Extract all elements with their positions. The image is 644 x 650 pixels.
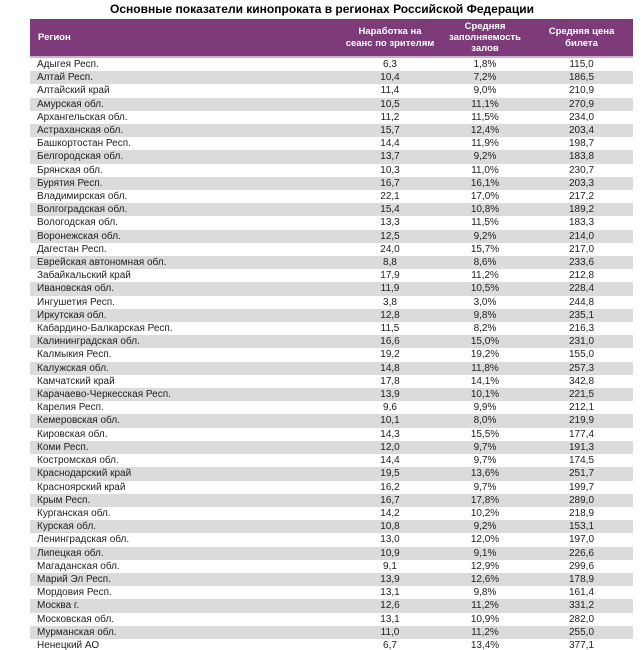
region-cell: Брянская обл. — [37, 164, 103, 176]
table-row — [30, 243, 633, 256]
region-cell: Ненецкий АО — [37, 639, 100, 650]
table-body — [30, 57, 633, 650]
price-cell: 226,6 — [568, 547, 595, 559]
region-cell: Калмыкия Респ. — [37, 349, 112, 361]
sessions-cell: 16,2 — [380, 481, 400, 493]
sessions-cell: 13,0 — [380, 534, 400, 546]
occupancy-cell: 9,2% — [473, 151, 497, 163]
price-cell: 191,3 — [568, 441, 595, 453]
column-header-avg-ticket-price: Средняя цена билета — [530, 19, 633, 57]
occupancy-cell: 8,2% — [473, 323, 497, 335]
price-cell: 217,2 — [568, 191, 595, 203]
region-cell: Красноярский край — [37, 481, 126, 493]
price-cell: 289,0 — [568, 494, 595, 506]
region-cell: Калининградская обл. — [37, 336, 140, 348]
price-cell: 255,0 — [568, 626, 595, 638]
price-cell: 203,3 — [568, 177, 595, 189]
sessions-cell: 17,8 — [380, 375, 400, 387]
price-cell: 251,7 — [568, 468, 595, 480]
occupancy-cell: 11,8% — [471, 362, 499, 374]
occupancy-cell: 10,1% — [470, 389, 500, 401]
region-cell: Кемеровская обл. — [37, 415, 120, 427]
region-cell: Еврейская автономная обл. — [37, 257, 167, 269]
price-cell: 228,4 — [568, 283, 595, 295]
occupancy-cell: 16,1% — [470, 177, 500, 189]
table-row — [30, 137, 633, 150]
region-cell: Калужская обл. — [37, 362, 109, 374]
table-row — [30, 375, 633, 388]
price-cell: 214,0 — [568, 230, 595, 242]
occupancy-cell: 14,1% — [470, 375, 500, 387]
price-cell: 178,9 — [568, 573, 595, 585]
sessions-cell: 14,3 — [380, 428, 400, 440]
region-cell: Ингушетия Респ. — [37, 296, 115, 308]
table-row — [30, 190, 633, 203]
occupancy-cell: 9,7% — [473, 455, 497, 467]
table-row — [30, 309, 633, 322]
region-cell: Амурская обл. — [37, 98, 104, 110]
occupancy-cell: 7,2% — [473, 72, 497, 84]
occupancy-cell: 9,2% — [473, 521, 497, 533]
price-cell: 199,7 — [568, 481, 595, 493]
sessions-cell: 11,9 — [380, 283, 400, 295]
sessions-cell: 22,1 — [380, 191, 400, 203]
occupancy-cell: 8,6% — [473, 257, 497, 269]
occupancy-cell: 12,4% — [470, 125, 500, 137]
region-cell: Крым Респ. — [37, 494, 91, 506]
occupancy-cell: 3,0% — [473, 296, 497, 308]
table-row — [30, 494, 633, 507]
sessions-cell: 12,0 — [380, 441, 400, 453]
table-row — [30, 599, 633, 612]
table-row — [30, 560, 633, 573]
table-row — [30, 414, 633, 427]
table-row — [30, 388, 633, 401]
table-row — [30, 573, 633, 586]
sessions-cell: 12,6 — [380, 600, 400, 612]
table-row — [30, 481, 633, 494]
occupancy-cell: 10,8% — [470, 204, 500, 216]
occupancy-cell: 11,9% — [471, 138, 499, 150]
price-cell: 230,7 — [568, 164, 595, 176]
table-row — [30, 164, 633, 177]
sessions-cell: 15,4 — [380, 204, 400, 216]
price-cell: 331,2 — [568, 600, 595, 612]
sessions-cell: 6,3 — [383, 59, 397, 70]
price-cell: 186,5 — [568, 72, 595, 84]
region-cell: Коми Респ. — [37, 441, 89, 453]
occupancy-cell: 9,9% — [473, 402, 497, 414]
occupancy-cell: 15,0% — [470, 336, 500, 348]
sessions-cell: 11,5 — [380, 323, 400, 335]
region-cell: Кабардино-Балкарская Респ. — [37, 323, 173, 335]
price-cell: 183,8 — [568, 151, 595, 163]
region-cell: Карачаево-Черкесская Респ. — [37, 389, 171, 401]
price-cell: 212,8 — [568, 270, 595, 282]
occupancy-cell: 15,5% — [470, 428, 500, 440]
occupancy-cell: 9,7% — [473, 441, 497, 453]
sessions-cell: 24,0 — [380, 243, 400, 255]
region-cell: Марий Эл Респ. — [37, 573, 111, 585]
price-cell: 197,0 — [568, 534, 595, 546]
table-row — [30, 322, 633, 335]
occupancy-cell: 13,6% — [470, 468, 500, 480]
region-cell: Белгородская обл. — [37, 151, 124, 163]
sessions-cell: 8,8 — [383, 257, 397, 269]
region-cell: Мордовия Респ. — [37, 587, 112, 599]
region-cell: Волгоградская обл. — [37, 204, 128, 216]
table-row — [30, 256, 633, 269]
sessions-cell: 11,4 — [380, 85, 400, 97]
table-row — [30, 84, 633, 97]
table-row — [30, 613, 633, 626]
occupancy-cell: 10,2% — [470, 507, 500, 519]
occupancy-cell: 9,7% — [473, 481, 497, 493]
table-row — [30, 150, 633, 163]
region-cell: Карелия Респ. — [37, 402, 104, 414]
table-header-row — [30, 19, 633, 57]
sessions-cell: 16,7 — [380, 177, 400, 189]
price-cell: 153,1 — [568, 521, 595, 533]
region-cell: Забайкальский край — [37, 270, 131, 282]
price-cell: 221,5 — [568, 389, 595, 401]
table-row — [30, 124, 633, 137]
occupancy-cell: 11,2% — [471, 626, 499, 638]
region-cell: Башкортостан Респ. — [37, 138, 131, 150]
sessions-cell: 10,1 — [380, 415, 400, 427]
sessions-cell: 13,9 — [380, 573, 400, 585]
region-cell: Дагестан Респ. — [37, 243, 107, 255]
table-row — [30, 362, 633, 375]
sessions-cell: 13,1 — [380, 613, 400, 625]
table-row — [30, 98, 633, 111]
regions-table-container — [30, 19, 633, 650]
region-cell: Архангельская обл. — [37, 111, 128, 123]
sessions-cell: 10,4 — [380, 72, 400, 84]
price-cell: 115,0 — [569, 59, 594, 70]
region-cell: Краснодарский край — [37, 468, 132, 480]
sessions-cell: 14,8 — [380, 362, 400, 374]
table-row — [30, 520, 633, 533]
price-cell: 177,4 — [568, 428, 595, 440]
sessions-cell: 19,5 — [380, 468, 400, 480]
sessions-cell: 10,8 — [380, 521, 400, 533]
table-row — [30, 230, 633, 243]
table-row — [30, 348, 633, 361]
regions-table — [30, 19, 633, 650]
occupancy-cell: 11,1% — [471, 98, 499, 110]
table-row — [30, 296, 633, 309]
sessions-cell: 15,7 — [380, 125, 400, 137]
occupancy-cell: 12,0% — [470, 534, 500, 546]
price-cell: 342,8 — [568, 375, 595, 387]
region-cell: Костромская обл. — [37, 455, 119, 467]
price-cell: 198,7 — [568, 138, 595, 150]
table-row — [30, 454, 633, 467]
region-cell: Московская обл. — [37, 613, 115, 625]
occupancy-cell: 19,2% — [470, 349, 500, 361]
table-row — [30, 335, 633, 348]
sessions-cell: 14,4 — [380, 138, 400, 150]
sessions-cell: 13,9 — [380, 389, 400, 401]
table-row — [30, 533, 633, 546]
price-cell: 161,4 — [568, 587, 595, 599]
occupancy-cell: 9,2% — [473, 230, 497, 242]
table-row — [30, 467, 633, 480]
table-row — [30, 639, 633, 650]
price-cell: 233,6 — [568, 257, 595, 269]
price-cell: 270,9 — [568, 98, 595, 110]
occupancy-cell: 11,2% — [471, 270, 499, 282]
sessions-cell: 19,2 — [380, 349, 400, 361]
occupancy-cell: 9,8% — [473, 587, 497, 599]
occupancy-cell: 8,0% — [473, 415, 497, 427]
sessions-cell: 14,2 — [380, 507, 400, 519]
region-cell: Воронежская обл. — [37, 230, 121, 242]
price-cell: 216,3 — [568, 323, 595, 335]
column-header-hall-occupancy: Средняя заполняемость залов — [440, 19, 530, 57]
table-row — [30, 626, 633, 639]
table-row — [30, 57, 633, 71]
occupancy-cell: 17,8% — [470, 494, 500, 506]
table-row — [30, 586, 633, 599]
sessions-cell: 16,6 — [380, 336, 400, 348]
occupancy-cell: 11,5% — [471, 111, 499, 123]
region-cell: Ивановская обл. — [37, 283, 115, 295]
price-cell: 203,4 — [568, 125, 595, 137]
price-cell: 174,5 — [568, 455, 595, 467]
price-cell: 155,0 — [568, 349, 595, 361]
region-cell: Астраханская обл. — [37, 125, 124, 137]
occupancy-cell: 13,4% — [470, 639, 500, 650]
region-cell: Бурятия Респ. — [37, 177, 103, 189]
price-cell: 210,9 — [568, 85, 595, 97]
price-cell: 377,1 — [568, 639, 595, 650]
occupancy-cell: 12,9% — [470, 560, 500, 572]
occupancy-cell: 11,0% — [471, 164, 499, 176]
sessions-cell: 12,5 — [380, 230, 400, 242]
table-row — [30, 177, 633, 190]
price-cell: 231,0 — [568, 336, 595, 348]
sessions-cell: 10,3 — [380, 164, 400, 176]
table-row — [30, 547, 633, 560]
sessions-cell: 10,5 — [380, 98, 400, 110]
occupancy-cell: 10,9% — [470, 613, 500, 625]
region-cell: Адыгея Респ. — [37, 59, 99, 70]
sessions-cell: 3,8 — [383, 296, 397, 308]
table-row — [30, 111, 633, 124]
region-cell: Вологодская обл. — [37, 217, 118, 229]
sessions-cell: 9,1 — [383, 560, 397, 572]
table-row — [30, 282, 633, 295]
occupancy-cell: 15,7% — [470, 243, 500, 255]
region-cell: Липецкая обл. — [37, 547, 104, 559]
table-row — [30, 428, 633, 441]
occupancy-cell: 9,1% — [473, 547, 497, 559]
sessions-cell: 16,7 — [380, 494, 400, 506]
region-cell: Алтайский край — [37, 85, 110, 97]
table-row — [30, 441, 633, 454]
region-cell: Курская обл. — [37, 521, 97, 533]
region-cell: Кировская обл. — [37, 428, 108, 440]
page-title: Основные показатели кинопроката в регионах Российской Федерации — [110, 2, 534, 16]
region-cell: Алтай Респ. — [37, 72, 93, 84]
region-cell: Мурманская обл. — [37, 626, 117, 638]
region-cell: Камчатский край — [37, 375, 115, 387]
price-cell: 218,9 — [568, 507, 595, 519]
table-row — [30, 401, 633, 414]
price-cell: 235,1 — [568, 309, 595, 321]
region-cell: Курганская обл. — [37, 507, 111, 519]
sessions-cell: 13,1 — [380, 587, 400, 599]
occupancy-cell: 9,8% — [473, 309, 497, 321]
region-cell: Владимирская обл. — [37, 191, 128, 203]
sessions-cell: 10,9 — [380, 547, 400, 559]
table-row — [30, 269, 633, 282]
price-cell: 189,2 — [568, 204, 595, 216]
region-cell: Ленинградская обл. — [37, 534, 130, 546]
occupancy-cell: 11,2% — [471, 600, 499, 612]
sessions-cell: 9,6 — [383, 402, 397, 414]
occupancy-cell: 10,5% — [470, 283, 500, 295]
occupancy-cell: 1,8% — [473, 59, 497, 70]
table-row — [30, 216, 633, 229]
sessions-cell: 17,9 — [380, 270, 400, 282]
price-cell: 299,6 — [568, 560, 595, 572]
region-cell: Магаданская обл. — [37, 560, 120, 572]
sessions-cell: 11,2 — [380, 111, 400, 123]
price-cell: 244,8 — [568, 296, 595, 308]
sessions-cell: 13,3 — [380, 217, 400, 229]
sessions-cell: 6,7 — [383, 639, 397, 650]
table-row — [30, 507, 633, 520]
price-cell: 219,9 — [568, 415, 595, 427]
price-cell: 257,3 — [568, 362, 595, 374]
price-cell: 217,0 — [568, 243, 595, 255]
sessions-cell: 13,7 — [380, 151, 400, 163]
column-header-region: Регион — [30, 19, 340, 57]
occupancy-cell: 12,6% — [470, 573, 500, 585]
occupancy-cell: 17,0% — [470, 191, 500, 203]
region-cell: Иркутская обл. — [37, 309, 107, 321]
sessions-cell: 12,8 — [380, 309, 400, 321]
table-row — [30, 71, 633, 84]
sessions-cell: 14,4 — [380, 455, 400, 467]
price-cell: 183,3 — [568, 217, 595, 229]
price-cell: 282,0 — [568, 613, 595, 625]
occupancy-cell: 9,0% — [473, 85, 497, 97]
region-cell: Москва г. — [37, 600, 80, 612]
sessions-cell: 11,0 — [380, 626, 400, 638]
price-cell: 212,1 — [568, 402, 595, 414]
price-cell: 234,0 — [568, 111, 595, 123]
column-header-sessions-per-viewer: Наработка на сеанс по зрителям — [340, 19, 440, 57]
occupancy-cell: 11,5% — [471, 217, 499, 229]
table-row — [30, 203, 633, 216]
